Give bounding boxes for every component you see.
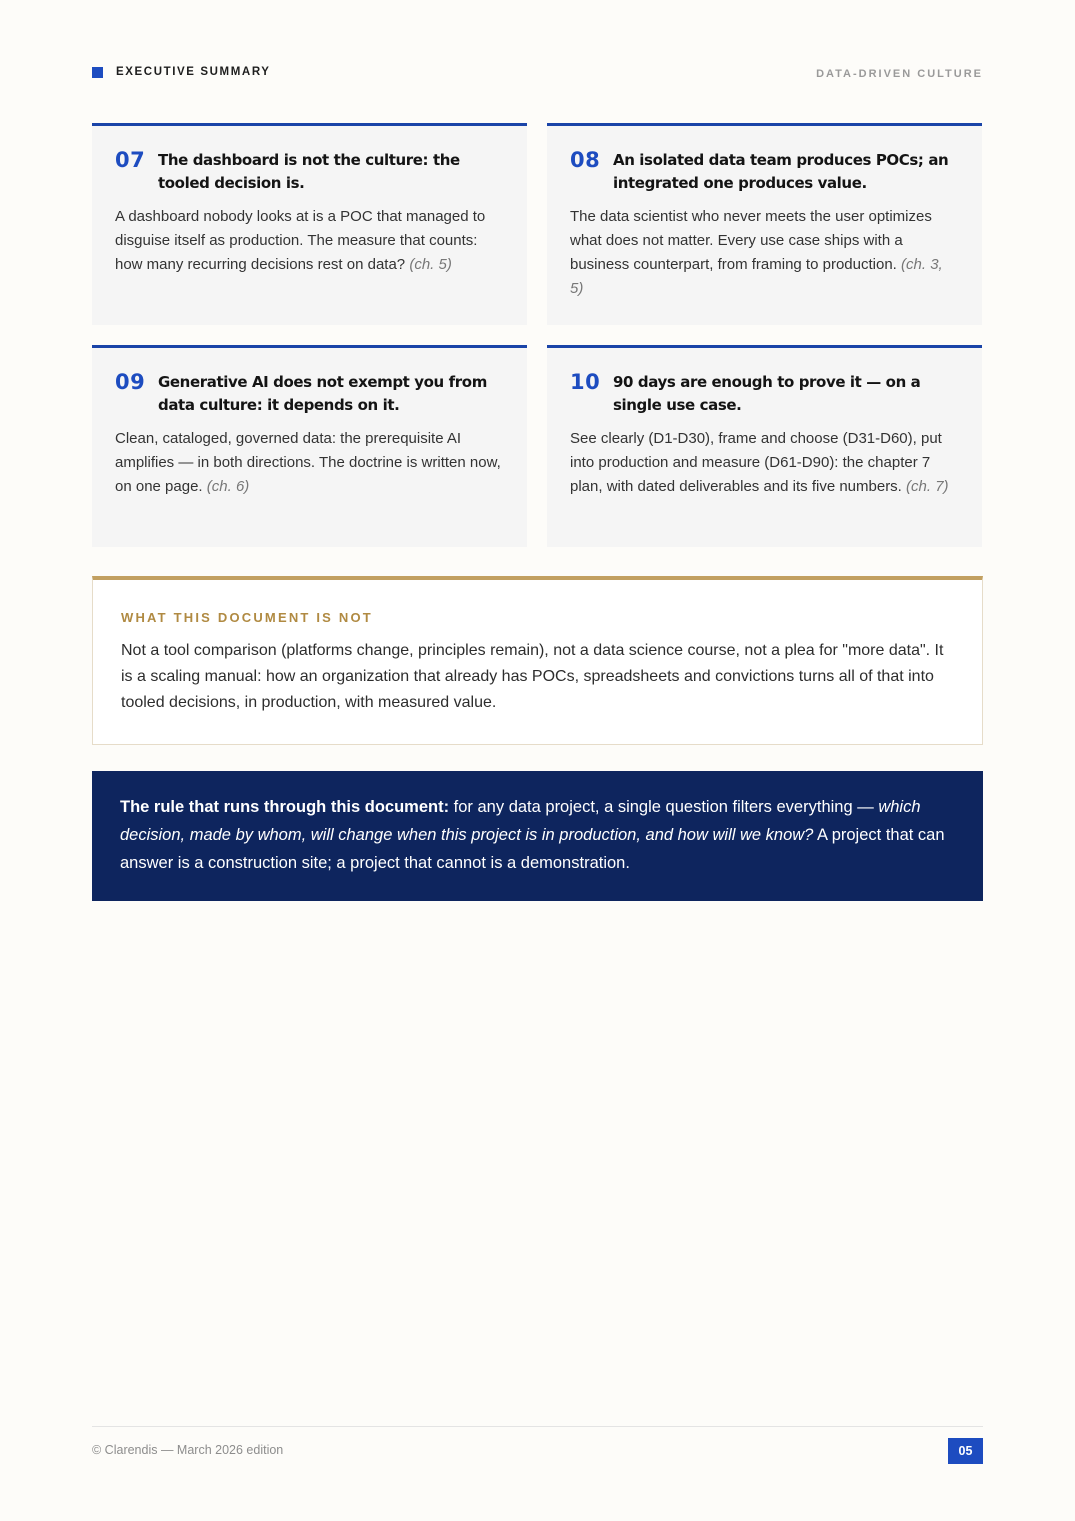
rule-lead: The rule that runs through this document: xyxy=(120,798,450,816)
document-title: DATA-DRIVEN CULTURE xyxy=(816,68,983,80)
disclaimer-body: Not a tool comparison (platforms change, principles remain), not a data science course, not a plea for "more data". It is a scaling manual: how an organization that already has POCs, spreadsheets and convictions turns all of that into tooled decisions, in production, with measured value. xyxy=(121,642,944,711)
card-title: 90 days are enough to prove it — on a single use case. xyxy=(613,373,921,414)
rule-question: which decision, made by whom, will change when this project is in production, and how will we know? xyxy=(120,798,921,844)
card-title: Generative AI does not exempt you from data culture: it depends on it. xyxy=(158,373,487,414)
disclaimer-box xyxy=(92,576,983,745)
card-number: 08 xyxy=(570,148,601,172)
summary-card xyxy=(547,345,982,547)
square-bullet-icon xyxy=(92,67,103,78)
card-body: The data scientist who never meets the user optimizes what does not matter. Every use case ships with a business counterpart, from framing to production. (ch. 3, 5) xyxy=(570,208,943,297)
chapter-reference: (ch. 3, 5) xyxy=(570,256,943,297)
chapter-reference: (ch. 6) xyxy=(206,478,250,495)
card-body: A dashboard nobody looks at is a POC that managed to disguise itself as production. The measure that counts: how many recurring decisions rest on data? (ch. 5) xyxy=(115,208,486,273)
card-number: 10 xyxy=(570,370,601,394)
rule-tail: A project that can answer is a construction site; a project that cannot is a demonstration. xyxy=(120,826,945,872)
page-header xyxy=(92,66,983,82)
summary-card xyxy=(92,123,527,325)
section-label-group xyxy=(92,66,271,78)
footer-copyright: © Clarendis — March 2026 edition xyxy=(92,1443,284,1457)
rule-text: for any data project, a single question filters everything — xyxy=(449,798,879,816)
summary-card xyxy=(92,345,527,547)
footer-divider xyxy=(92,1426,983,1427)
summary-card xyxy=(547,123,982,325)
card-title: An isolated data team produces POCs; an integrated one produces value. xyxy=(613,151,949,192)
section-label: EXECUTIVE SUMMARY xyxy=(116,66,271,78)
page-number: 05 xyxy=(948,1438,983,1464)
card-number: 09 xyxy=(115,370,146,394)
rule-banner xyxy=(92,771,983,901)
disclaimer-title: WHAT THIS DOCUMENT IS NOT xyxy=(121,610,373,625)
card-body: See clearly (D1-D30), frame and choose (D31-D60), put into production and measure (D61-D90): the chapter 7 plan, with dated deliverables and its five numbers. (ch. 7) xyxy=(570,430,949,495)
card-title: The dashboard is not the culture: the tooled decision is. xyxy=(158,151,460,192)
chapter-reference: (ch. 7) xyxy=(906,478,949,495)
card-body: Clean, cataloged, governed data: the prerequisite AI amplifies — in both directions. The doctrine is written now, on one page. (ch. 6) xyxy=(115,430,501,495)
chapter-reference: (ch. 5) xyxy=(409,256,452,273)
card-number: 07 xyxy=(115,148,146,172)
